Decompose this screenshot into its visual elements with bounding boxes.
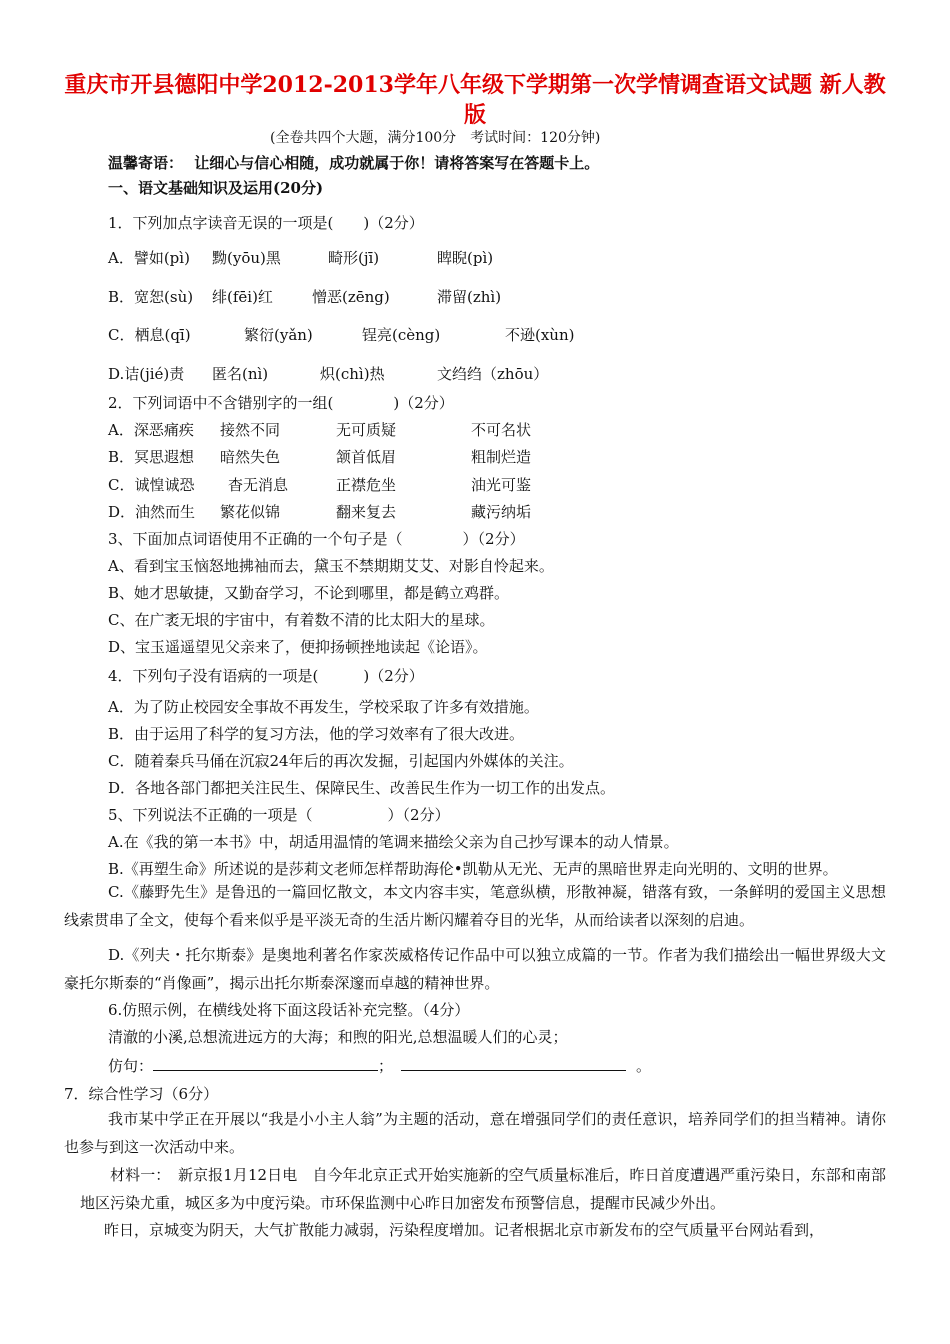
- q6-answer-blank-1[interactable]: [153, 1056, 378, 1071]
- q1-option-a-4: 睥睨(pì): [437, 249, 494, 267]
- q3-option-b: B、她才思敏捷，又勤奋学习，不论到哪里，都是鹤立鸡群。: [108, 584, 510, 602]
- q1-option-c-2: 繁衍(yǎn): [244, 326, 313, 344]
- q2-option-a-2: 接然不同: [220, 421, 281, 439]
- section-heading: 一、语文基础知识及运用(20分): [108, 179, 324, 197]
- q1-option-b-3: 憎恶(zēng): [312, 288, 390, 306]
- q5-stem: 5、下列说法不正确的一项是（ ）（2分）: [108, 806, 450, 824]
- q1-stem: 1．下列加点字读音无误的一项是( )（2分）: [108, 214, 424, 232]
- q2-option-b-4: 粗制烂造: [471, 448, 532, 466]
- q2-option-a-3: 无可质疑: [336, 421, 397, 439]
- q4-option-a: A．为了防止校园安全事故不再发生，学校采取了许多有效措施。: [108, 698, 539, 716]
- q1-option-b-1: B．宽恕(sù): [108, 288, 194, 306]
- q2-option-d-3: 翻来复去: [336, 503, 397, 521]
- q1-option-c-3: 锃亮(cèng): [362, 326, 441, 344]
- tip-label: 温馨寄语：: [108, 154, 184, 172]
- q7-intro: 我市某中学正在开展以“我是小小主人翁”为主题的活动，意在增强同学们的责任意识，培养同学们的担当精神。请你也参与到这一次活动中来。: [64, 1110, 886, 1156]
- q5-option-b: B.《再塑生命》所述说的是莎莉文老师怎样帮助海伦•凯勒从无光、无声的黑暗世界走向光明的、文明的世界。: [108, 860, 838, 878]
- q1-option-d-3: 炽(chì)热: [320, 365, 385, 383]
- q3-option-c: C、在广袤无垠的宇宙中，有着数不清的比太阳大的星球。: [108, 611, 495, 629]
- q4-stem: 4．下列句子没有语病的一项是( )（2分）: [108, 667, 424, 685]
- q5-option-c: C.《藤野先生》是鲁迅的一篇回忆散文，本文内容丰实，笔意纵横，形散神凝，错落有致，一条鲜明的爱国主义思想线索贯串了全文，使每个看来似乎是平淡无奇的生活片断闪耀着夺目的光华，从而给读者以深刻的启迪。: [64, 883, 886, 929]
- q1-option-c-4: 不逊(xùn): [505, 326, 575, 344]
- q2-stem: 2．下列词语中不含错别字的一组( )（2分）: [108, 394, 454, 412]
- q7-stem: 7．综合性学习（6分）: [64, 1085, 219, 1103]
- tip-line: [108, 153, 599, 173]
- q2-option-a-1: A．深恶痛疾: [108, 421, 194, 439]
- q4-option-b: B．由于运用了科学的复习方法，他的学习效率有了很大改进。: [108, 725, 525, 743]
- q6-end: 。: [636, 1057, 652, 1075]
- q6-answer-label: 仿句：: [108, 1057, 154, 1075]
- q1-option-a-1: A．譬如(pì): [108, 249, 190, 267]
- tip-text: 让细心与信心相随，成功就属于你！请将答案写在答题卡上。: [194, 154, 600, 172]
- q5-option-a: A.在《我的第一本书》中，胡适用温情的笔调来描绘父亲为自己抄写课本的动人情景。: [108, 833, 679, 851]
- q1-option-b-4: 滞留(zhì): [437, 288, 502, 306]
- q2-option-b-3: 颔首低眉: [336, 448, 397, 466]
- q1-option-d-1: D.诘(jié)责: [108, 365, 185, 383]
- q1-option-c-1: C．栖息(qī): [108, 326, 191, 344]
- q2-option-c-1: C．诚惶诚恐: [108, 476, 195, 494]
- q3-option-d: D、宝玉遥遥望见父亲来了，便抑扬顿挫地读起《论语》。: [108, 638, 488, 656]
- q2-option-c-4: 油光可鉴: [471, 476, 532, 494]
- q2-option-b-2: 暗然失色: [220, 448, 281, 466]
- q3-option-a: A、看到宝玉恼怒地拂袖而去，黛玉不禁期期艾艾、对影自怜起来。: [108, 557, 554, 575]
- q7-material-1: 材料一： 新京报1月12日电 自今年北京正式开始实施新的空气质量标准后，昨日首度遭遇严重污染日，东部和南部地区污染尤重，城区多为中度污染。市环保监测中心昨日加密发布预警信息，提醒市民减少外出。: [80, 1166, 886, 1212]
- q1-option-a-3: 畸形(jī): [328, 249, 380, 267]
- q4-option-c: C．随着秦兵马俑在沉寂24年后的再次发掘，引起国内外媒体的关注。: [108, 752, 574, 770]
- q7-material-2: 昨日，京城变为阴天，大气扩散能力减弱，污染程度增加。记者根据北京市新发布的空气质量平台网站看到，: [104, 1221, 825, 1239]
- q2-option-a-4: 不可名状: [471, 421, 532, 439]
- page-title: 重庆市开县德阳中学2012-2013学年八年级下学期第一次学情调查语文试题 新人教版: [64, 72, 886, 128]
- q2-option-d-1: D．油然而生: [108, 503, 196, 521]
- q6-example: 清澈的小溪,总想流进远方的大海；和煦的阳光,总想温暖人们的心灵；: [108, 1028, 568, 1046]
- q1-option-a-2: 黝(yōu)黑: [212, 249, 281, 267]
- q4-option-d: D．各地各部门都把关注民生、保障民生、改善民生作为一切工作的出发点。: [108, 779, 616, 797]
- q6-answer-blank-2[interactable]: [401, 1056, 626, 1071]
- q2-option-d-4: 藏污纳垢: [471, 503, 532, 521]
- q2-option-c-3: 正襟危坐: [336, 476, 397, 494]
- q3-stem: 3、下面加点词语使用不正确的一个句子是（ ）（2分）: [108, 530, 525, 548]
- q2-option-b-1: B．冥思遐想: [108, 448, 195, 466]
- q5-option-d: D.《列夫・托尔斯泰》是奥地利著名作家茨威格传记作品中可以独立成篇的一节。作者为我们描绘出一幅世界级大文豪托尔斯泰的“肖像画”，揭示出托尔斯泰深邃而卓越的精神世界。: [64, 946, 886, 992]
- q2-option-d-2: 繁花似锦: [220, 503, 281, 521]
- q6-stem: 6.仿照示例，在横线处将下面这段话补充完整。（4分）: [108, 1001, 470, 1019]
- q6-sep: ；: [378, 1057, 394, 1075]
- q6-answer-line: [108, 1056, 651, 1076]
- q2-option-c-2: 杳无消息: [228, 476, 289, 494]
- q1-option-d-4: 文绉绉（zhōu）: [437, 365, 549, 383]
- q1-option-d-2: 匿名(nì): [212, 365, 269, 383]
- q1-option-b-2: 绯(fēi)红: [212, 288, 273, 306]
- exam-info: (全卷共四个大题，满分100分 考试时间：120分钟): [270, 130, 601, 146]
